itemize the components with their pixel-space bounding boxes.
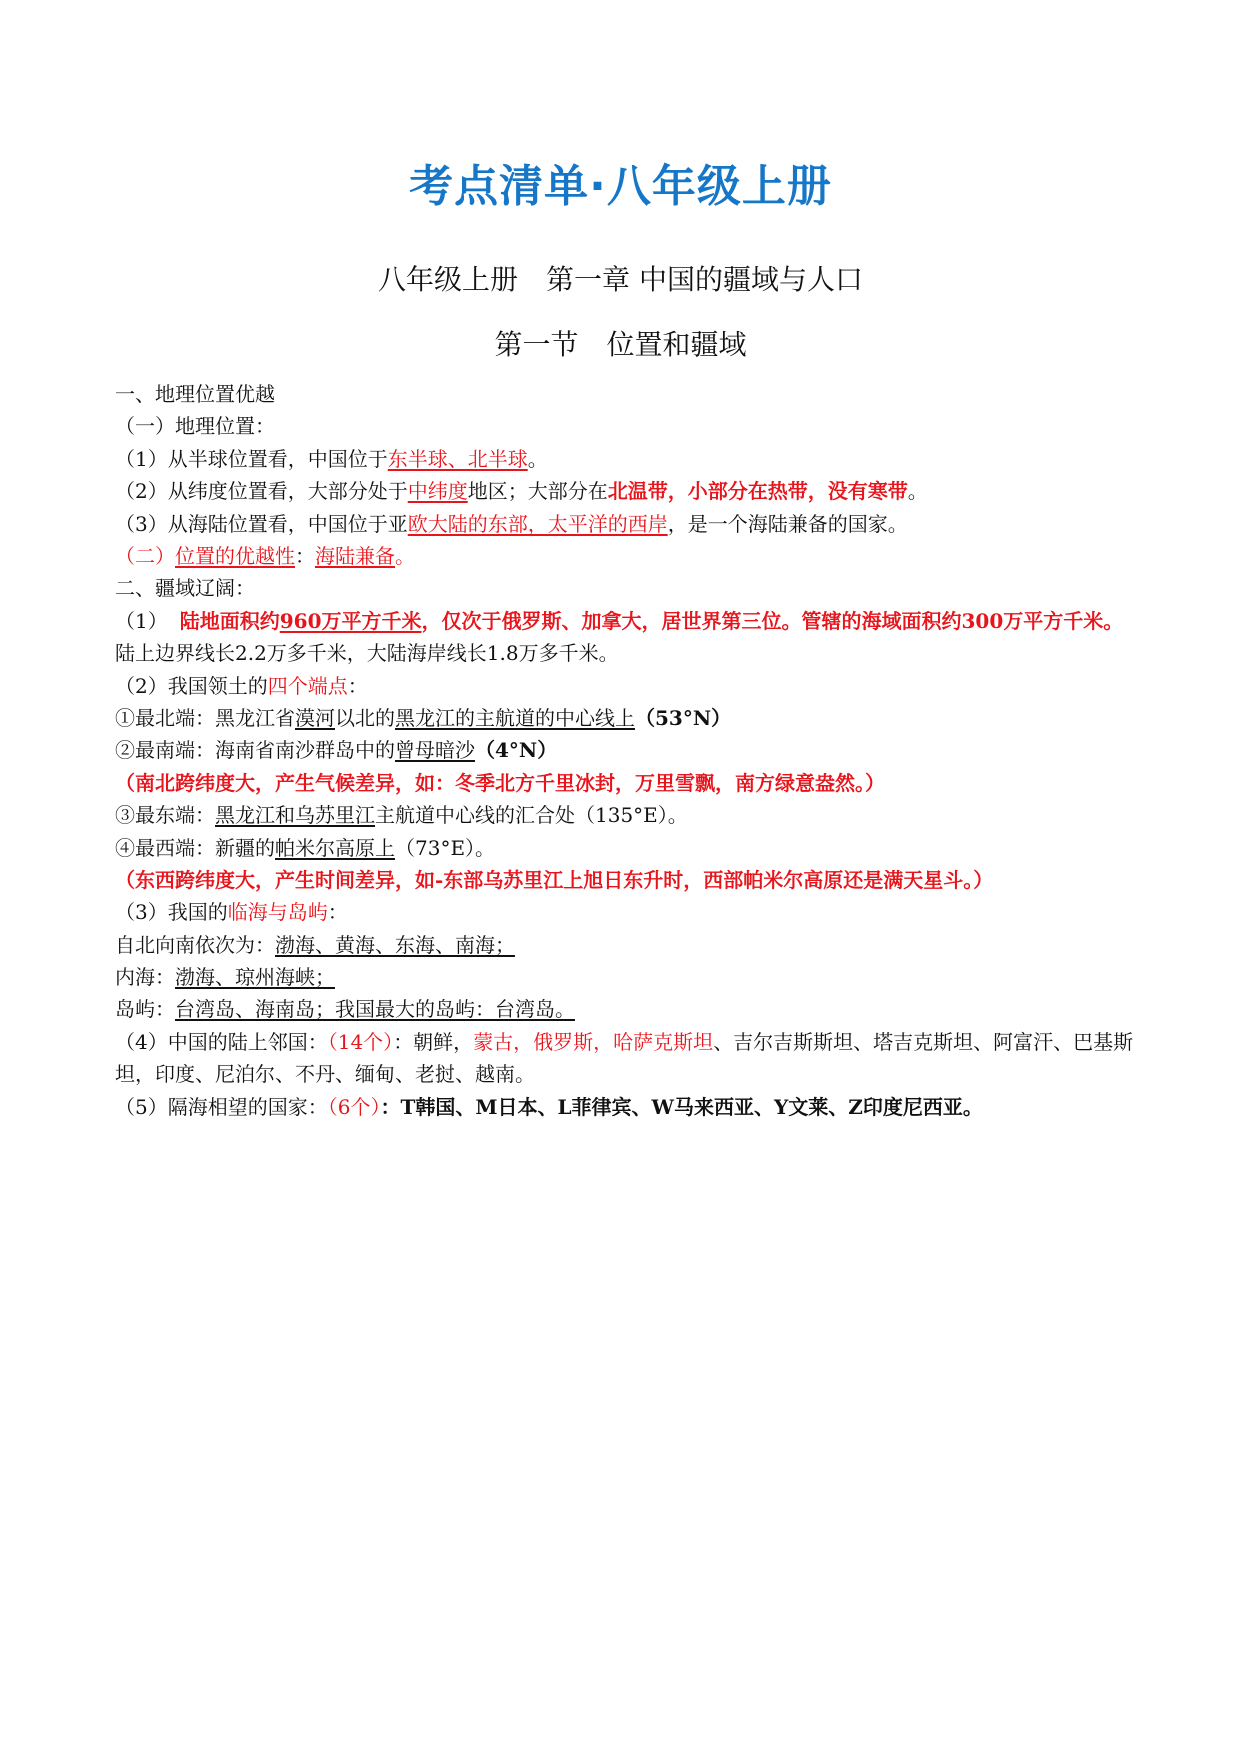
key-answer: 四个端点 <box>267 673 348 698</box>
heading-geographic-location: 一、地理位置优越 <box>115 382 275 406</box>
key-answer: 海陆兼备 <box>315 543 395 568</box>
key-answer: （14个） <box>327 1029 394 1054</box>
note-north-south: （南北跨纬度大，产生气候差异，如：冬季北方千里冰封，万里雪飘，南方绿意盎然。） <box>115 770 885 795</box>
document-body <box>115 378 1135 1123</box>
point-easternmost <box>115 799 1135 831</box>
text: （53°N） <box>635 705 732 730</box>
text: 以北的 <box>335 705 395 730</box>
text: （1） <box>115 608 168 633</box>
point-land-sea <box>115 508 1135 540</box>
key-answer: 临海与岛屿 <box>227 900 328 925</box>
text: （3）从海陆位置看，中国位于亚 <box>115 511 408 536</box>
text: ：朝鲜， <box>393 1029 474 1054</box>
text: ①最北端：黑龙江省 <box>115 705 295 730</box>
text: ： <box>327 900 348 925</box>
point-sea-neighbors <box>115 1091 1135 1123</box>
point-area <box>115 605 1135 670</box>
text: （73°E）。 <box>395 835 496 860</box>
point-advantage <box>115 540 1135 572</box>
point-hemisphere <box>115 443 1135 475</box>
point-latitude <box>115 475 1135 507</box>
key-answer: 黑龙江和乌苏里江 <box>215 803 375 828</box>
key-answer: 欧大陆的东部，太平洋的西岸 <box>407 511 668 536</box>
text: 陆上边界线长2.2万多千米，大陆海岸线长1.8万多千米。 <box>115 641 619 666</box>
text: ②最南端：海南省南沙群岛中的 <box>115 738 395 763</box>
subheading-location: （一）地理位置： <box>115 414 275 439</box>
section-heading: 第一节 位置和疆域 <box>494 328 747 361</box>
text: ，是一个海陆兼备的国家。 <box>667 511 908 536</box>
text: （4°N） <box>475 738 558 763</box>
point-extreme-points <box>115 670 1135 702</box>
key-answer: 漠河 <box>295 705 335 730</box>
key-answer: 位置的优越性 <box>175 543 295 568</box>
key-answer: 曾母暗沙 <box>395 738 475 763</box>
chapter-heading: 八年级上册 第一章 中国的疆域与人口 <box>378 263 863 296</box>
page-title: 考点清单·八年级上册 <box>409 161 832 212</box>
text: （4）中国的陆上邻国： <box>115 1029 328 1054</box>
point-northernmost <box>115 702 1135 734</box>
point-islands <box>115 993 1135 1025</box>
text: （2）从纬度位置看，大部分处于 <box>115 479 408 504</box>
key-answer: 陆地面积约 <box>179 608 280 633</box>
text: （二） <box>115 543 175 568</box>
point-inland-seas <box>115 961 1135 993</box>
note-east-west: （东西跨纬度大，产生时间差异，如-东部乌苏里江上旭日东升时，西部帕米尔高原还是满天星斗。） <box>115 867 994 892</box>
key-answer: 渤海、琼州海峡； <box>175 965 335 990</box>
point-seas-order <box>115 929 1135 961</box>
text: （3）我国的 <box>115 900 228 925</box>
point-seas-islands <box>115 896 1135 928</box>
key-answer: 帕米尔高原上 <box>275 835 395 860</box>
text: ④最西端：新疆的 <box>115 835 275 860</box>
key-answer: （6个） <box>327 1094 381 1119</box>
text: 、吉尔吉斯斯坦、塔吉克斯坦、阿富汗、巴基斯坦，印度、尼泊尔、不丹、缅甸、老挝、越南。 <box>115 1029 1134 1087</box>
text: 内海： <box>115 965 175 990</box>
key-answer: 渤海、黄海、东海、南海； <box>275 932 515 957</box>
key-answer: 台湾岛、海南岛；我国最大的岛屿：台湾岛。 <box>175 997 575 1022</box>
point-land-neighbors <box>115 1026 1135 1091</box>
text: （2）我国领土的 <box>115 673 268 698</box>
text: 岛屿： <box>115 997 175 1022</box>
text: 。 <box>907 479 928 504</box>
text: ： <box>347 673 368 698</box>
text: ③最东端： <box>115 803 215 828</box>
key-answer: ，仅次于俄罗斯、加拿大，居世界第三位。管辖的海域面积约300万平方千米。 <box>421 608 1124 633</box>
key-answer: 蒙古，俄罗斯，哈萨克斯坦 <box>473 1029 714 1054</box>
heading-territory: 二、疆域辽阔： <box>115 576 255 601</box>
point-westernmost <box>115 832 1135 864</box>
key-answer: 黑龙江的主航道的中心线上 <box>395 705 635 730</box>
key-answer: 中纬度 <box>407 479 468 504</box>
text: （5）隔海相望的国家： <box>115 1094 328 1119</box>
key-answer: 北温带，小部分在热带，没有寒带 <box>607 479 908 504</box>
text: ： <box>295 543 315 568</box>
text: 自北向南依次为： <box>115 932 275 957</box>
text: 地区；大部分在 <box>467 479 608 504</box>
key-answer: 960万平方千米 <box>279 608 422 633</box>
text: 。 <box>395 543 415 568</box>
text: ：T韩国、M日本、L菲律宾、W马来西亚、Y文莱、Z印度尼西亚。 <box>380 1094 983 1119</box>
text: 。 <box>527 446 548 471</box>
text: （1）从半球位置看，中国位于 <box>115 446 388 471</box>
text: 主航道中心线的汇合处（135°E）。 <box>375 803 688 828</box>
point-southernmost <box>115 734 1135 766</box>
key-answer: 东半球、北半球 <box>387 446 528 471</box>
